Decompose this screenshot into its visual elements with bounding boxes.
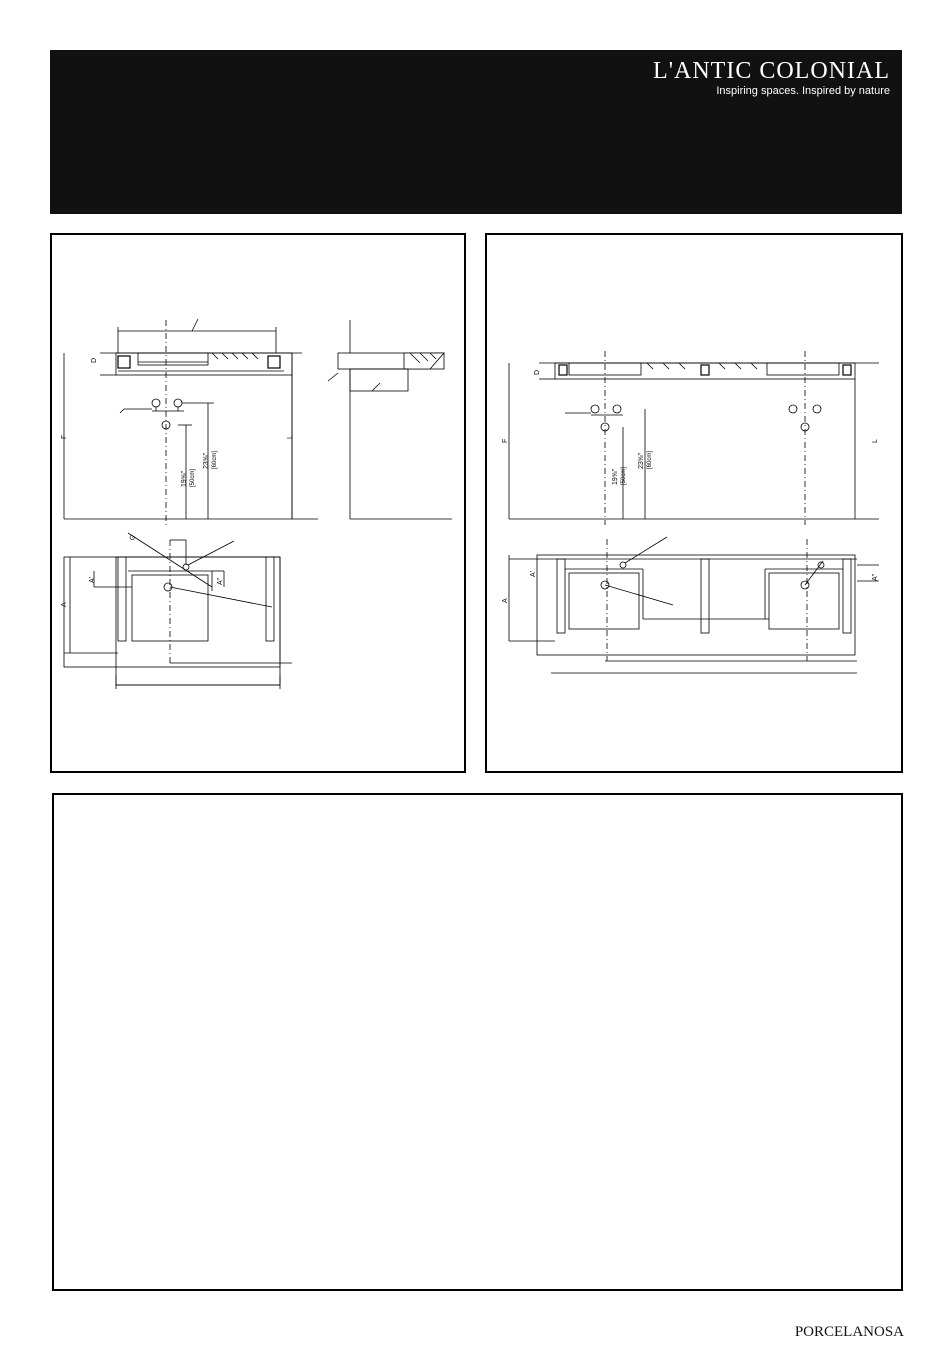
double-label-l: L <box>872 439 879 443</box>
brand-tagline: Inspiring spaces. Inspired by nature <box>716 85 890 97</box>
brand-logo <box>653 58 890 98</box>
label-d: D <box>91 357 98 363</box>
notes-panel <box>52 793 903 1291</box>
label-g: G <box>128 533 138 543</box>
plan-bracket-right <box>266 557 274 641</box>
double-height-high-imperial: 23⅝" <box>638 452 645 469</box>
label-l: L <box>287 435 294 439</box>
single-basin-drawing <box>52 235 466 773</box>
double-height-low-imperial: 19⅝" <box>612 468 619 485</box>
label-f: F <box>61 434 68 439</box>
drawing-panel-single <box>50 233 466 773</box>
double-height-low-metric: [50cm] <box>621 466 627 485</box>
height-high-imperial: 23⅝" <box>203 452 210 469</box>
double-label-d: D <box>534 369 541 375</box>
double-basin-drawing <box>487 235 903 773</box>
tap-left-symbol <box>152 399 160 407</box>
header-banner <box>50 50 902 214</box>
brand-name: L'ANTIC COLONIAL <box>653 58 890 84</box>
footer-brand-logo: PORCELANOSA <box>794 1324 904 1340</box>
double-label-a-prime: A' <box>530 570 537 577</box>
double-height-high-metric: [60cm] <box>647 450 653 469</box>
double-label-f: F <box>502 438 509 443</box>
label-a: A <box>61 602 68 607</box>
countertop-section <box>116 353 292 375</box>
height-high-metric: [60cm] <box>212 450 218 469</box>
plan-bracket-left <box>118 557 126 641</box>
label-a-prime: A' <box>89 576 96 583</box>
double-label-a: A <box>502 598 509 603</box>
label-a-double-prime: A" <box>217 577 224 585</box>
height-low-imperial: 19⅝" <box>181 470 188 487</box>
double-label-a-double-prime: A" <box>872 573 879 581</box>
height-low-metric: [50cm] <box>190 468 196 487</box>
tap-right-symbol <box>174 399 182 407</box>
plan-view-outline <box>64 557 280 667</box>
drawing-panel-double <box>485 233 903 773</box>
